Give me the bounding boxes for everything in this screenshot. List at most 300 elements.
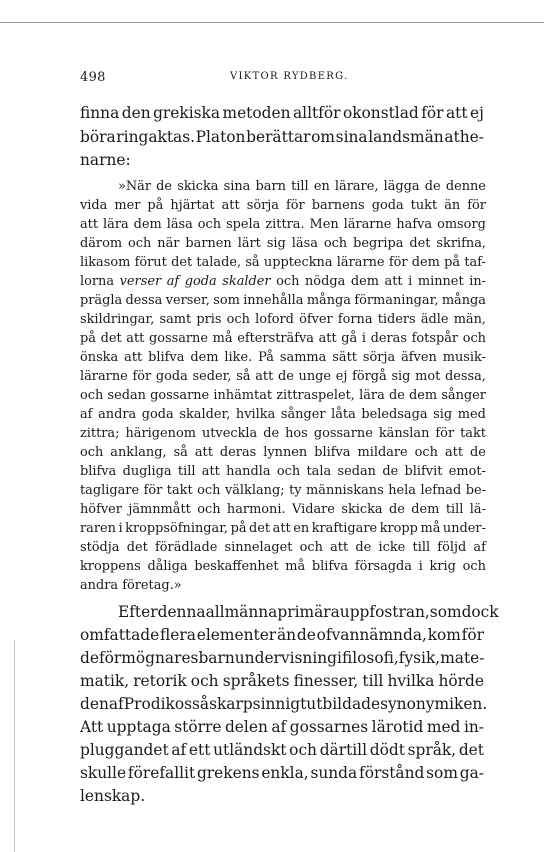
word: till <box>177 464 196 479</box>
text-line <box>80 739 484 761</box>
word: de <box>470 445 486 460</box>
word: de <box>424 179 441 194</box>
word: att <box>318 331 337 346</box>
word: för <box>388 255 408 270</box>
word: »När <box>118 179 152 194</box>
word: många <box>441 293 486 308</box>
word: och <box>197 502 221 517</box>
word: zittra; <box>80 426 120 441</box>
word: kroppsöfningar, <box>125 521 229 536</box>
word: barnen <box>185 236 232 251</box>
quote-line <box>80 215 486 234</box>
word: när <box>157 236 180 251</box>
word: läsa <box>291 236 318 251</box>
word: goda <box>141 407 174 422</box>
word: äfven <box>401 350 437 365</box>
word: och <box>414 445 438 460</box>
word: ty <box>289 483 302 498</box>
word: att <box>255 369 274 384</box>
word: önska <box>80 350 119 365</box>
word: alltför <box>292 104 341 122</box>
word: metoden <box>222 104 291 122</box>
word: Platon <box>195 128 246 146</box>
word: må <box>285 559 306 574</box>
word: dåliga <box>147 559 188 574</box>
word: sånger <box>280 407 326 422</box>
word: primära <box>277 603 340 621</box>
word: jämnmått <box>128 502 191 517</box>
word: pris <box>196 312 222 327</box>
word: därtill <box>319 741 368 759</box>
word: emot- <box>448 464 486 479</box>
word: ej <box>470 104 484 122</box>
word: på <box>444 255 461 270</box>
word: för <box>132 369 152 384</box>
word: de <box>382 464 399 479</box>
word: hela <box>388 483 416 498</box>
word: krig <box>429 559 456 574</box>
word: zittraspelet, <box>276 388 355 403</box>
word: och <box>276 274 300 289</box>
word: Att <box>80 718 104 736</box>
word: under- <box>442 521 486 536</box>
word: grekens <box>196 764 260 782</box>
word: ett <box>188 741 211 759</box>
word: blifva <box>148 350 185 365</box>
word: på <box>230 521 247 536</box>
word: skildringar, <box>80 312 155 327</box>
word: sätt <box>332 350 357 365</box>
quote-line <box>80 291 486 310</box>
word: höfver <box>80 502 122 517</box>
word: i <box>118 521 123 536</box>
word: för <box>461 626 484 644</box>
word: på <box>80 331 96 346</box>
quote-line <box>80 576 486 595</box>
word: takt <box>166 483 193 498</box>
text-line <box>80 624 484 646</box>
word: skulle <box>80 764 127 782</box>
word: ga- <box>459 764 484 782</box>
word: hjärtat <box>170 198 215 213</box>
word: anklang, <box>110 445 167 460</box>
word: lägga <box>383 179 420 194</box>
word: barn <box>198 649 235 667</box>
word: lära <box>103 217 129 232</box>
word: sig <box>433 407 453 422</box>
word: de <box>296 626 316 644</box>
text-line <box>80 149 484 171</box>
word: takt <box>460 426 486 441</box>
word: unge <box>298 369 332 384</box>
word: så <box>236 369 251 384</box>
word: talade, <box>196 255 242 270</box>
word: hafva <box>396 217 433 232</box>
word: af <box>80 407 93 422</box>
word: lära <box>359 388 385 403</box>
word: uppfostran, <box>339 603 430 621</box>
word: lynnen <box>263 445 308 460</box>
word: in- <box>469 274 486 289</box>
word: försagda <box>354 559 412 574</box>
word: goda <box>371 198 404 213</box>
word: ofvannämnda, <box>316 626 427 644</box>
word: och <box>80 445 104 460</box>
word: spela <box>226 217 261 232</box>
word: af <box>473 540 486 555</box>
word: böra <box>80 128 116 146</box>
word: de <box>389 502 405 517</box>
word: tiders <box>377 312 416 327</box>
word: athe- <box>444 128 484 146</box>
word: i <box>408 274 413 289</box>
word: af <box>171 741 187 759</box>
word: loford <box>255 312 294 327</box>
word: så <box>173 445 188 460</box>
word: och <box>190 672 219 690</box>
word: Prodikos <box>123 695 192 713</box>
word: allmänna <box>205 603 278 621</box>
word: tala <box>306 464 332 479</box>
word: dessa, <box>445 369 486 384</box>
word: och <box>289 741 317 759</box>
word: och <box>276 464 301 479</box>
word: sedan <box>337 464 376 479</box>
word: att <box>444 445 464 460</box>
word: skicka <box>177 179 219 194</box>
word: att <box>221 198 240 213</box>
word: mildare <box>357 445 408 460</box>
quote-line <box>80 329 486 348</box>
word: de <box>80 649 99 667</box>
word: om <box>311 128 336 146</box>
word: förut <box>134 255 167 270</box>
word: dem <box>133 217 162 232</box>
word: sig <box>266 236 286 251</box>
word: till <box>362 672 384 690</box>
word: handla <box>226 464 271 479</box>
word: gossarne <box>313 426 373 441</box>
word: fotspår <box>411 331 459 346</box>
word: att <box>80 217 99 232</box>
word: gossarnes <box>289 718 369 736</box>
word: det <box>249 521 271 536</box>
word: förstånd <box>359 764 425 782</box>
word: i <box>337 649 342 667</box>
word: gossarne <box>148 331 208 346</box>
word: dock <box>461 603 499 621</box>
word: förädlade <box>155 540 218 555</box>
word: för <box>421 104 444 122</box>
quote-line <box>80 405 486 424</box>
word: finna <box>80 104 120 122</box>
word: Efter <box>118 603 158 621</box>
word: det <box>409 236 431 251</box>
word: taf- <box>464 255 486 270</box>
word: för <box>143 483 163 498</box>
word: så <box>245 255 260 270</box>
word: med <box>457 407 486 422</box>
word: omsorg <box>437 217 486 232</box>
word: många <box>306 293 351 308</box>
word: grekiska <box>153 104 221 122</box>
text-line <box>80 670 484 692</box>
word: lä- <box>469 502 486 517</box>
word: beledsaga <box>361 407 428 422</box>
word: mot <box>415 369 441 384</box>
quote-line <box>80 443 486 462</box>
word: och <box>462 331 486 346</box>
word: omfattade <box>80 626 160 644</box>
word: samma <box>279 350 327 365</box>
word: Vidare <box>291 502 335 517</box>
word: enkla, <box>261 764 309 782</box>
word: goda <box>155 369 188 384</box>
word: det <box>171 255 193 270</box>
text-line <box>80 647 484 669</box>
word: det <box>126 540 148 555</box>
word: hvilka <box>387 672 435 690</box>
word: uppteckna <box>263 255 333 270</box>
word: de <box>277 369 294 384</box>
word: språkets <box>222 672 290 690</box>
page-gutter-line <box>14 640 15 852</box>
quote-line <box>80 196 486 215</box>
word: och <box>197 217 222 232</box>
word: dugliga <box>122 464 172 479</box>
word: finesser, <box>293 672 359 690</box>
word: berättar <box>246 128 311 146</box>
word: dessa <box>125 293 163 308</box>
quote-line <box>80 310 486 329</box>
text-line <box>80 102 484 124</box>
word: elementer <box>196 626 277 644</box>
word: att <box>124 350 143 365</box>
word: seder, <box>192 369 232 384</box>
word: att <box>330 540 349 555</box>
word: undervisning <box>234 649 338 667</box>
word: okonstlad <box>342 104 419 122</box>
word: i <box>418 559 423 574</box>
word: må <box>212 331 233 346</box>
word: lenskap. <box>80 787 146 805</box>
word: för <box>285 198 305 213</box>
text-line <box>80 785 484 807</box>
word: för <box>435 426 455 441</box>
word: välklang; <box>224 483 285 498</box>
word: lärarne <box>343 217 392 232</box>
word: låta <box>331 407 356 422</box>
quote-line <box>80 367 486 386</box>
word: deras <box>219 445 257 460</box>
word: så <box>192 695 210 713</box>
word: ädle <box>420 312 449 327</box>
word: inhämtat <box>213 388 273 403</box>
word: som <box>213 293 240 308</box>
word: På <box>258 350 274 365</box>
word: de <box>388 388 405 403</box>
quote-line <box>80 272 486 291</box>
word: dödt <box>369 741 405 759</box>
word: lärarne <box>336 255 385 270</box>
word: flera <box>160 626 196 644</box>
quote-line <box>80 386 486 405</box>
word: lärare, <box>334 179 379 194</box>
word: matik, <box>80 672 130 690</box>
word: ringaktas. <box>116 128 195 146</box>
word: beskaffenhet <box>194 559 279 574</box>
word: sig <box>391 369 411 384</box>
word: känslan <box>378 426 430 441</box>
word: sina <box>335 128 368 146</box>
word: deras <box>370 331 407 346</box>
word: utveckla <box>201 426 258 441</box>
word: sinnelaget <box>224 540 293 555</box>
word: och <box>128 236 152 251</box>
word: denna <box>157 603 206 621</box>
word: landsmän <box>368 128 444 146</box>
word: tukt <box>410 198 438 213</box>
word: i <box>361 331 366 346</box>
word: lärt <box>237 236 261 251</box>
word: dem <box>350 274 379 289</box>
word: kroppens <box>80 559 141 574</box>
text-line <box>80 716 484 738</box>
word: raren <box>80 521 116 536</box>
word: blifvit <box>404 464 443 479</box>
word: sånger <box>441 388 486 403</box>
word: dem <box>411 255 440 270</box>
word: till <box>445 502 464 517</box>
word: de <box>355 540 372 555</box>
word: synonymiken. <box>380 695 488 713</box>
word: dem <box>411 502 440 517</box>
word: män, <box>453 312 486 327</box>
word: narne: <box>80 151 131 169</box>
word: like. <box>224 350 253 365</box>
quote-line <box>80 519 486 538</box>
word: förgå <box>352 369 387 384</box>
word: att <box>384 274 403 289</box>
running-head: VIKTOR RYDBERG. <box>230 71 349 82</box>
word: begripa <box>353 236 404 251</box>
word: må <box>420 521 441 536</box>
word: den <box>121 104 151 122</box>
quote-line <box>80 500 486 519</box>
word: goda <box>184 274 217 289</box>
word: den <box>80 695 109 713</box>
word: dem <box>409 388 438 403</box>
word: verser <box>119 274 162 289</box>
word: en <box>313 179 330 194</box>
word: läsa <box>166 217 193 232</box>
word: kraftigare <box>311 521 378 536</box>
page-header <box>80 70 484 86</box>
word: upptaga <box>106 718 171 736</box>
word: härigenom <box>125 426 196 441</box>
quote-line <box>80 538 486 557</box>
quote-line <box>80 462 486 481</box>
word: att <box>194 445 213 460</box>
word: gå <box>341 331 358 346</box>
word: skrifna, <box>436 236 486 251</box>
word: samt <box>159 312 192 327</box>
word: att <box>126 331 145 346</box>
word: skalder, <box>179 407 231 422</box>
word: mer <box>114 198 141 213</box>
word: icke <box>378 540 406 555</box>
word: verser, <box>165 293 210 308</box>
word: till <box>412 540 431 555</box>
word: hörde <box>438 672 484 690</box>
word: och <box>323 236 348 251</box>
word: delen <box>224 718 268 736</box>
word: skicka <box>341 502 383 517</box>
word: till <box>291 179 309 194</box>
word: barn <box>255 179 286 194</box>
quote-line <box>80 557 486 576</box>
word: blifva <box>80 464 117 479</box>
word: af <box>108 695 124 713</box>
text-line <box>118 601 499 623</box>
word: sunda <box>310 764 358 782</box>
word: språk, <box>407 741 457 759</box>
word: in- <box>463 718 484 736</box>
word: sina <box>223 179 251 194</box>
quote-line <box>80 253 486 272</box>
word: denne <box>445 179 486 194</box>
word: filosofi, <box>341 649 399 667</box>
word: andra <box>98 407 137 422</box>
word: likasom <box>80 255 131 270</box>
word: lärarne <box>80 369 128 384</box>
word: prägla <box>80 293 123 308</box>
word: sörja <box>362 350 396 365</box>
word: för <box>467 198 486 213</box>
word: barnens <box>311 198 365 213</box>
text-line <box>80 762 484 784</box>
word: af <box>271 718 287 736</box>
word: blifva <box>314 445 351 460</box>
word: förmaningar, <box>354 293 439 308</box>
quote-line <box>80 424 486 443</box>
word: tagligare <box>80 483 140 498</box>
word: förefallit <box>127 764 196 782</box>
word: utbildade <box>306 695 381 713</box>
word: mate- <box>440 649 485 667</box>
word: sörja <box>246 198 279 213</box>
word: och <box>197 483 221 498</box>
word: be- <box>465 483 486 498</box>
word: lefnad <box>420 483 462 498</box>
word: följd <box>437 540 467 555</box>
word: forna <box>337 312 373 327</box>
word: människans <box>306 483 384 498</box>
word: än <box>276 626 297 644</box>
word: det <box>100 331 122 346</box>
word: större <box>174 718 222 736</box>
word: blifva <box>311 559 349 574</box>
word: fysik, <box>398 649 441 667</box>
word: lärotid <box>371 718 424 736</box>
word: retorik <box>133 672 187 690</box>
word: minnet <box>417 274 464 289</box>
word: öfver <box>299 312 333 327</box>
word: ej <box>335 369 348 384</box>
text-line <box>80 126 484 148</box>
word: hvilka <box>235 407 276 422</box>
word: skalder <box>222 274 271 289</box>
